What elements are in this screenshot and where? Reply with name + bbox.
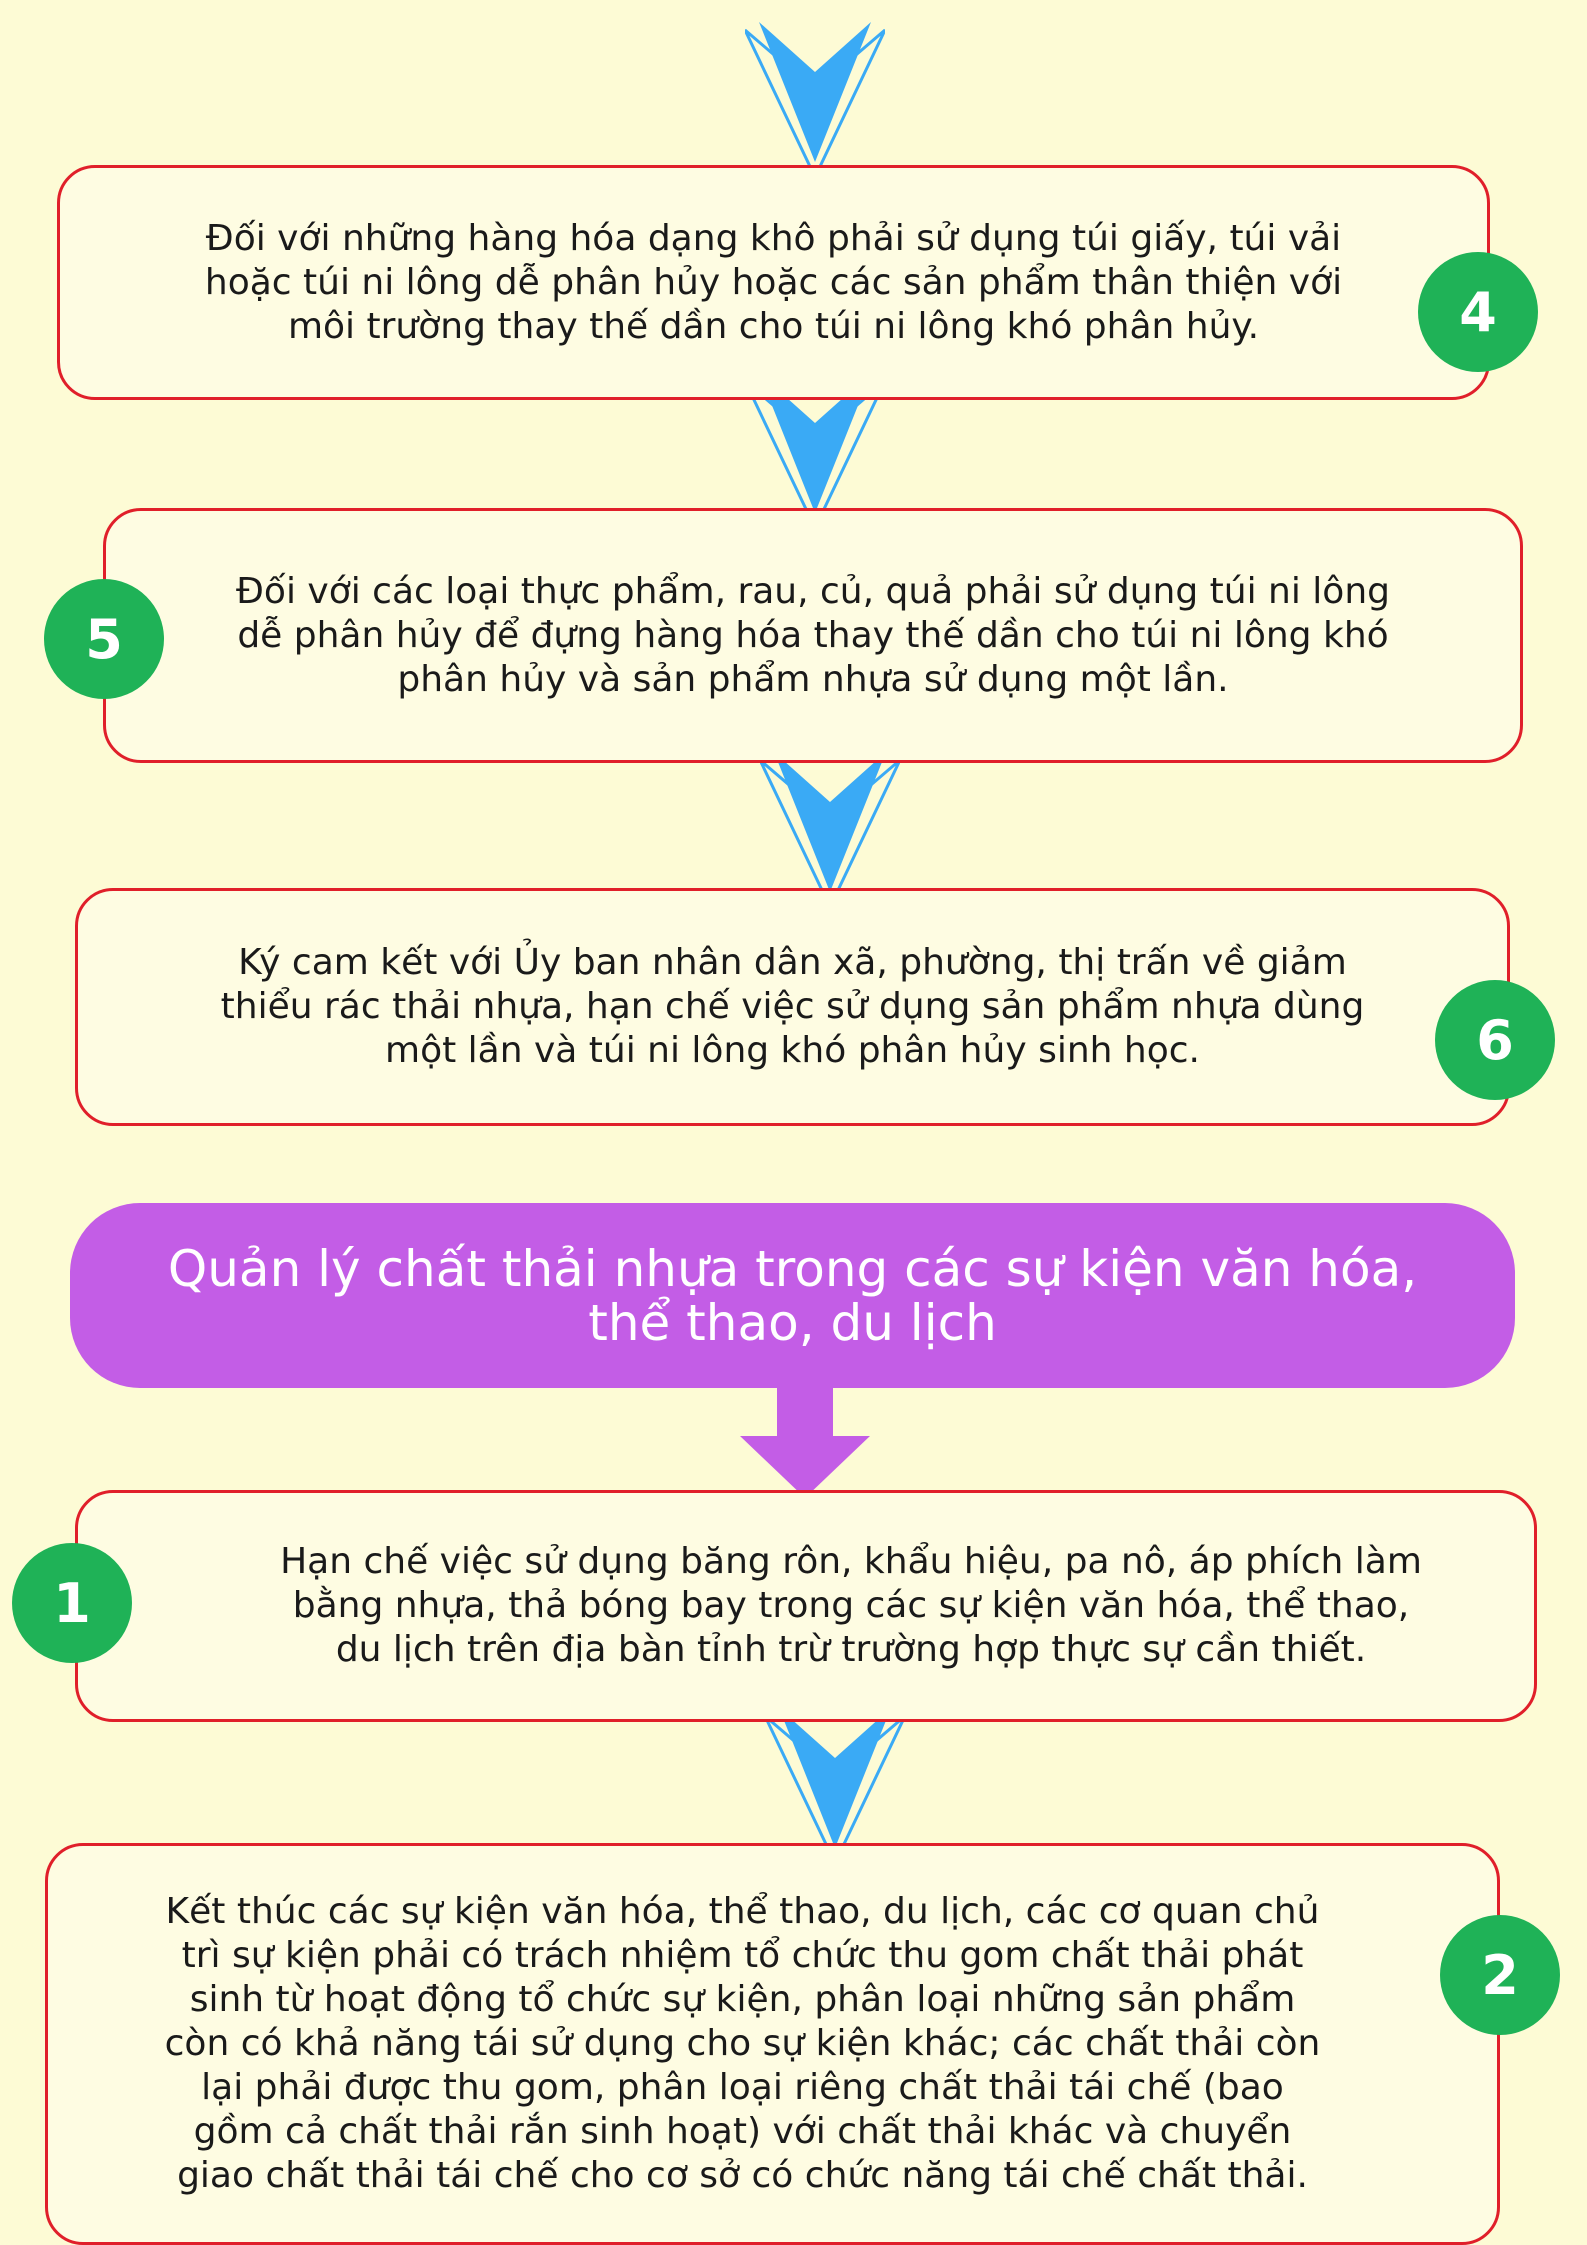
step-card-5 [103,508,1523,763]
step-card-2 [45,1843,1500,2245]
step-card-4 [57,165,1490,400]
section-banner [70,1203,1515,1388]
banner-title: Quản lý chất thải nhựa trong các sự kiện văn hóa, thể thao, du lịch [167,1239,1418,1352]
step-card-text: Kết thúc các sự kiện văn hóa, thể thao, du lịch, các cơ quan chủ trì sự kiện phải có trách nhiệm tổ chức thu gom chất thải phát sinh từ hoạt động tổ chức sự kiện, phân loại những sản phẩm còn có khả năng tái sử dụng cho sự kiện khác; các chất thải còn lại phải được thu gom, phân loại riêng chất thải tái chế (bao gồm cả chất thải rắn sinh hoạt) với chất thải khác và chuyển giao chất thải tái chế cho cơ sở có chức năng tái chế chất thải. [164,1891,1321,2196]
step-card-text: Hạn chế việc sử dụng băng rôn, khẩu hiệu, pa nô, áp phích làm bằng nhựa, thả bóng bay trong các sự kiện văn hóa, thể thao, du lịch trên địa bàn tỉnh trừ trường hợp thực sự cần thiết. [280,1541,1422,1670]
step-badge-2: 2 [1440,1915,1560,2035]
step-card-6 [75,888,1510,1126]
step-badge-6: 6 [1435,980,1555,1100]
step-card-text: Đối với những hàng hóa dạng khô phải sử dụng túi giấy, túi vải hoặc túi ni lông dễ phân hủy hoặc các sản phẩm thân thiện với môi trường thay thế dần cho túi ni lông khó phân hủy. [204,217,1343,347]
step-badge-1: 1 [12,1543,132,1663]
step-badge-5: 5 [44,579,164,699]
step-badge-4: 4 [1418,252,1538,372]
step-card-text: Đối với các loại thực phẩm, rau, củ, quả phải sử dụng túi ni lông dễ phân hủy để đựng hàng hóa thay thế dần cho túi ni lông khó phân hủy và sản phẩm nhựa sử dụng một lần. [236,570,1390,700]
step-card-text: Ký cam kết với Ủy ban nhân dân xã, phường, thị trấn về giảm thiểu rác thải nhựa, hạn chế việc sử dụng sản phẩm nhựa dùng một lần và túi ni lông khó phân hủy sinh học. [220,942,1365,1071]
step-card-1 [75,1490,1537,1722]
purple-down-arrow-icon [740,1380,870,1500]
down-arrow-icon [745,22,885,182]
